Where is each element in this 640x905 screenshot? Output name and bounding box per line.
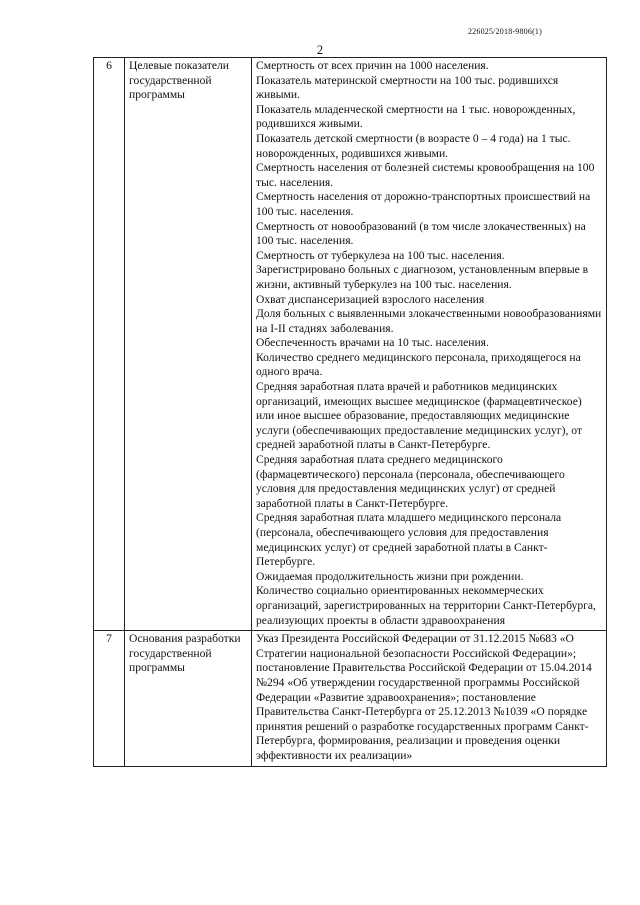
indicator-item: Ожидаемая продолжительность жизни при рождении. <box>256 569 524 583</box>
row-title: Основания разработки государственной программы <box>125 631 252 766</box>
page-number: 2 <box>316 43 324 57</box>
table-row <box>94 58 607 631</box>
document-id: 226025/2018-9806(1) <box>467 27 542 36</box>
indicator-item: Доля больных с выявленными злокачественными новообразованиями на I-II стадиях заболевания. <box>256 307 602 335</box>
indicator-item: Обеспеченность врачами на 10 тыс. населения. <box>256 336 489 350</box>
indicator-item: Показатель детской смертности (в возрасте 0 – 4 года) на 1 тыс. новорожденных, родившихся живыми. <box>256 131 571 160</box>
row-title: Целевые показатели государственной программы <box>125 58 252 631</box>
row-number: 6 <box>94 58 125 631</box>
indicator-item: Смертность от новообразований (в том числе злокачественных) на 100 тыс. населения. <box>256 219 586 248</box>
indicator-item: Зарегистрировано больных с диагнозом, установленным впервые в жизни, активный туберкулез на 100 тыс. населения. <box>256 263 589 291</box>
indicator-item: Смертность населения от болезней системы кровообращения на 100 тыс. населения. <box>256 161 595 189</box>
indicator-item: Показатель младенческой смертности на 1 тыс. новорожденных, родившихся живыми. <box>256 102 576 131</box>
row-number: 7 <box>94 631 125 766</box>
indicator-item: Охват диспансеризацией взрослого населения <box>256 292 485 306</box>
indicator-item: Средняя заработная плата врачей и работников медицинских организаций, имеющих высшее медицинское (фармацевтическое) или иное высшее образование, предоставляющих медицинские услуги (обеспечивающих предоставление медицинских услуг), от средней заработной платы в Санкт-Петербурге. <box>256 380 582 452</box>
indicator-item: Средняя заработная плата среднего медицинского (фармацевтического) персонала (персонала, обеспечивающего условия для предоставления медицинских услуг) от средней заработной платы в Санкт-Петербурге. <box>256 453 565 510</box>
target-indicators-list <box>252 58 607 631</box>
indicator-item: Смертность от всех причин на 1000 населения. <box>256 59 489 72</box>
table-row <box>94 631 607 766</box>
indicator-item: Смертность от туберкулеза на 100 тыс. населения. <box>256 248 505 262</box>
indicator-item: Смертность населения от дорожно-транспортных происшествий на 100 тыс. населения. <box>256 190 591 218</box>
indicator-item: Показатель материнской смертности на 100 тыс. родившихся живыми. <box>256 73 559 102</box>
basis-text: Указ Президента Российской Федерации от 31.12.2015 №683 «О Стратегии национальной безопасности Российской Федерации»; постановление Правительства Российской Федерации от 15.04.2014 №294 «Об утверждении государственной программы Российской Федерации «Развитие здравоохранения»; постановление Правительства Санкт-Петербурга от 25.12.2013 №1039 «О порядке принятия решений о разработке государственных программ Санкт-Петербурга, формирования, реализации и проведения оценки эффективности их реализации» <box>256 632 592 762</box>
indicator-item: Средняя заработная плата младшего медицинского персонала (персонала, обеспечивающего условия для предоставления медицинских услуг) от средней заработной платы в Санкт-Петербурге. <box>256 511 562 569</box>
indicator-item: Количество среднего медицинского персонала, приходящегося на одного врача. <box>256 350 581 379</box>
development-basis <box>252 631 607 766</box>
program-passport-table <box>93 57 607 767</box>
indicator-item: Количество социально ориентированных некоммерческих организаций, зарегистрированных на территории Санкт-Петербурга, реализующих проекты в области здравоохранения <box>256 584 596 627</box>
